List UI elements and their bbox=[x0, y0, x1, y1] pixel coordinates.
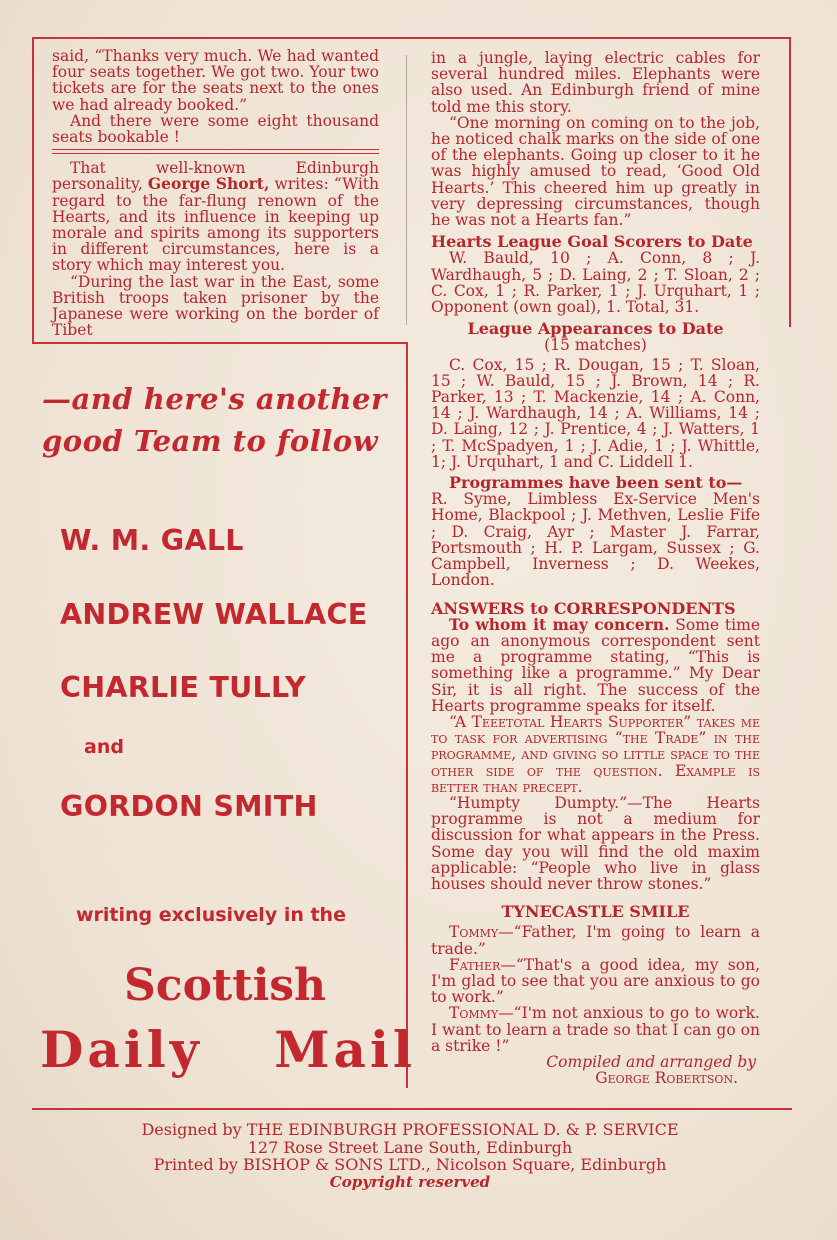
footer-line: Designed by THE EDINBURGH PROFESSIONAL D. & P. SERVICE bbox=[141, 1120, 679, 1139]
ad-slogan-line-2: good Team to follow bbox=[42, 424, 379, 458]
printer-footer bbox=[60, 1121, 760, 1191]
answers-paragraph: “A Teeetotal Hearts Supporter” takes me to task for advertising “the Trade” in the programme, and giving so little space to the other side of the question. Example is better than precept. bbox=[431, 712, 760, 796]
speaker: Tommy— bbox=[449, 923, 514, 942]
dialogue-text: “Father, I'm going to learn a trade.” bbox=[431, 923, 760, 958]
appearances-heading: League Appearances to Date bbox=[467, 319, 724, 339]
article-paragraph: said, “Thanks very much. We had wanted four seats together. We got two. Your two tickets are for the seats next to the ones we had already booked.” bbox=[52, 47, 379, 114]
advertisement bbox=[32, 348, 416, 1088]
credit-name: George Robertson. bbox=[595, 1069, 738, 1088]
footer-line: Printed by BISHOP & SONS LTD., Nicolson Square, Edinburgh bbox=[153, 1155, 667, 1174]
article-paragraph: in a jungle, laying electric cables for several hundred miles. Elephants were also used. An Edinburgh friend of mine told me this story. bbox=[431, 49, 760, 116]
top-border-line bbox=[32, 37, 791, 39]
appearances-subheading: (15 matches) bbox=[544, 336, 647, 355]
answers-paragraph: “Humpty Dumpty.”—The Hearts programme is not a medium for discussion for what appears in the Press. Some day you will find the old maxim applicable: “People who live in glass houses should never throw stones.” bbox=[431, 793, 760, 893]
dialogue-line bbox=[431, 957, 760, 1006]
answers-paragraph bbox=[431, 614, 760, 715]
article-paragraph: “One morning on coming on to the job, he noticed chalk marks on the side of one of the elephants. Going up closer to it he was highly amused to read, ‘Good Old Hearts.’ This cheered him up greatly in very depressing circumstances, though he was not a Hearts fan.” bbox=[431, 113, 760, 230]
answers-text: Some time ago an anonymous correspondent sent me a programme stating, “This is something like a programme.” My Dear Sir, it is all right. The success of the Hearts programme speaks for itself. bbox=[431, 615, 760, 715]
answers-lead: To whom it may concern. bbox=[449, 614, 670, 634]
speaker: Tommy— bbox=[449, 1004, 514, 1023]
left-border-line bbox=[32, 37, 34, 343]
article-text: writes: “With regard to the far-flung renown of the Hearts, and its influence in keeping up morale and spirits among its supporters in different circumstances, here is a story which may interest you. bbox=[52, 175, 379, 275]
answers-heading: ANSWERS to CORRESPONDENTS bbox=[431, 598, 736, 618]
dialogue-line bbox=[431, 1005, 760, 1054]
credit-line: Compiled and arranged by bbox=[546, 1052, 756, 1071]
programmes-heading: Programmes have been sent to— bbox=[449, 473, 743, 493]
author-name: George Short, bbox=[147, 174, 270, 194]
dialogue-text: “That's a good idea, my son, I'm glad to see that you are anxious to go to work.” bbox=[431, 955, 760, 1007]
dialogue-text: “I'm not anxious to go to work. I want to learn a trade so that I can go on a strike !” bbox=[431, 1004, 760, 1055]
columnist-name: GORDON SMITH bbox=[60, 790, 318, 823]
columnist-name: ANDREW WALLACE bbox=[60, 598, 368, 631]
scorers-heading: Hearts League Goal Scorers to Date bbox=[431, 232, 753, 252]
advert-right-line bbox=[406, 342, 408, 1088]
ad-slogan-line-1: —and here's another bbox=[42, 382, 387, 416]
right-border-line bbox=[789, 37, 791, 327]
ad-and: and bbox=[84, 736, 124, 758]
article-paragraph: “During the last war in the East, some British troops taken prisoner by the Japanese were working on the border of Tibet bbox=[52, 272, 379, 340]
section-divider bbox=[52, 149, 379, 154]
footer-rule bbox=[32, 1108, 792, 1110]
top-left-article bbox=[52, 48, 379, 338]
article-text: That well-known Edinburgh personality, bbox=[52, 159, 379, 194]
columnist-name: CHARLIE TULLY bbox=[60, 671, 306, 704]
newspaper-name-line-1: Scottish bbox=[124, 960, 327, 1011]
article-paragraph bbox=[52, 160, 379, 273]
article-paragraph: And there were some eight thousand seats bookable ! bbox=[52, 111, 379, 147]
smile-heading: TYNECASTLE SMILE bbox=[501, 902, 690, 922]
ad-writing-line: writing exclusively in the bbox=[76, 904, 346, 926]
right-column bbox=[431, 50, 760, 1086]
footer-line: 127 Rose Street Lane South, Edinburgh bbox=[247, 1137, 573, 1157]
columnist-name: W. M. GALL bbox=[60, 524, 244, 557]
copyright-line: Copyright reserved bbox=[329, 1172, 491, 1191]
speaker: Father— bbox=[449, 955, 516, 974]
column-divider bbox=[406, 55, 407, 325]
advert-top-line bbox=[32, 342, 408, 344]
dialogue-line bbox=[431, 924, 760, 956]
newspaper-name-line-2: Daily Mail bbox=[40, 1020, 416, 1079]
scorers-list: W. Bauld, 10 ; A. Conn, 8 ; J. Wardhaugh, 5 ; D. Laing, 2 ; T. Sloan, 2 ; C. Cox, 1 ; R. Parker, 1 ; J. Urquhart, 1 ; Opponent (own goal), 1. Total, 31. bbox=[431, 249, 760, 317]
appearances-list: C. Cox, 15 ; R. Dougan, 15 ; T. Sloan, 15 ; W. Bauld, 15 ; J. Brown, 14 ; R. Parker, 13 ; T. Mackenzie, 14 ; A. Conn, 14 ; J. Wardhaugh, 14 ; A. Williams, 14 ; D. Laing, 12 ; J. Prentice, 4 ; J. Watters, 1 ; T. McSpadyen, 1 ; J. Adie, 1 ; J. Whittle, 1; J. Urquhart, 1 and C. Liddell 1. bbox=[431, 355, 760, 471]
programmes-list: R. Syme, Limbless Ex-Service Men's Home, Blackpool ; J. Methven, Leslie Fife ; D. Craig, Ayr ; Master J. Farrar, Portsmouth ; H. P. Largam, Sussex ; G. Campbell, Inverness ; D. Weekes, London. bbox=[431, 490, 760, 590]
